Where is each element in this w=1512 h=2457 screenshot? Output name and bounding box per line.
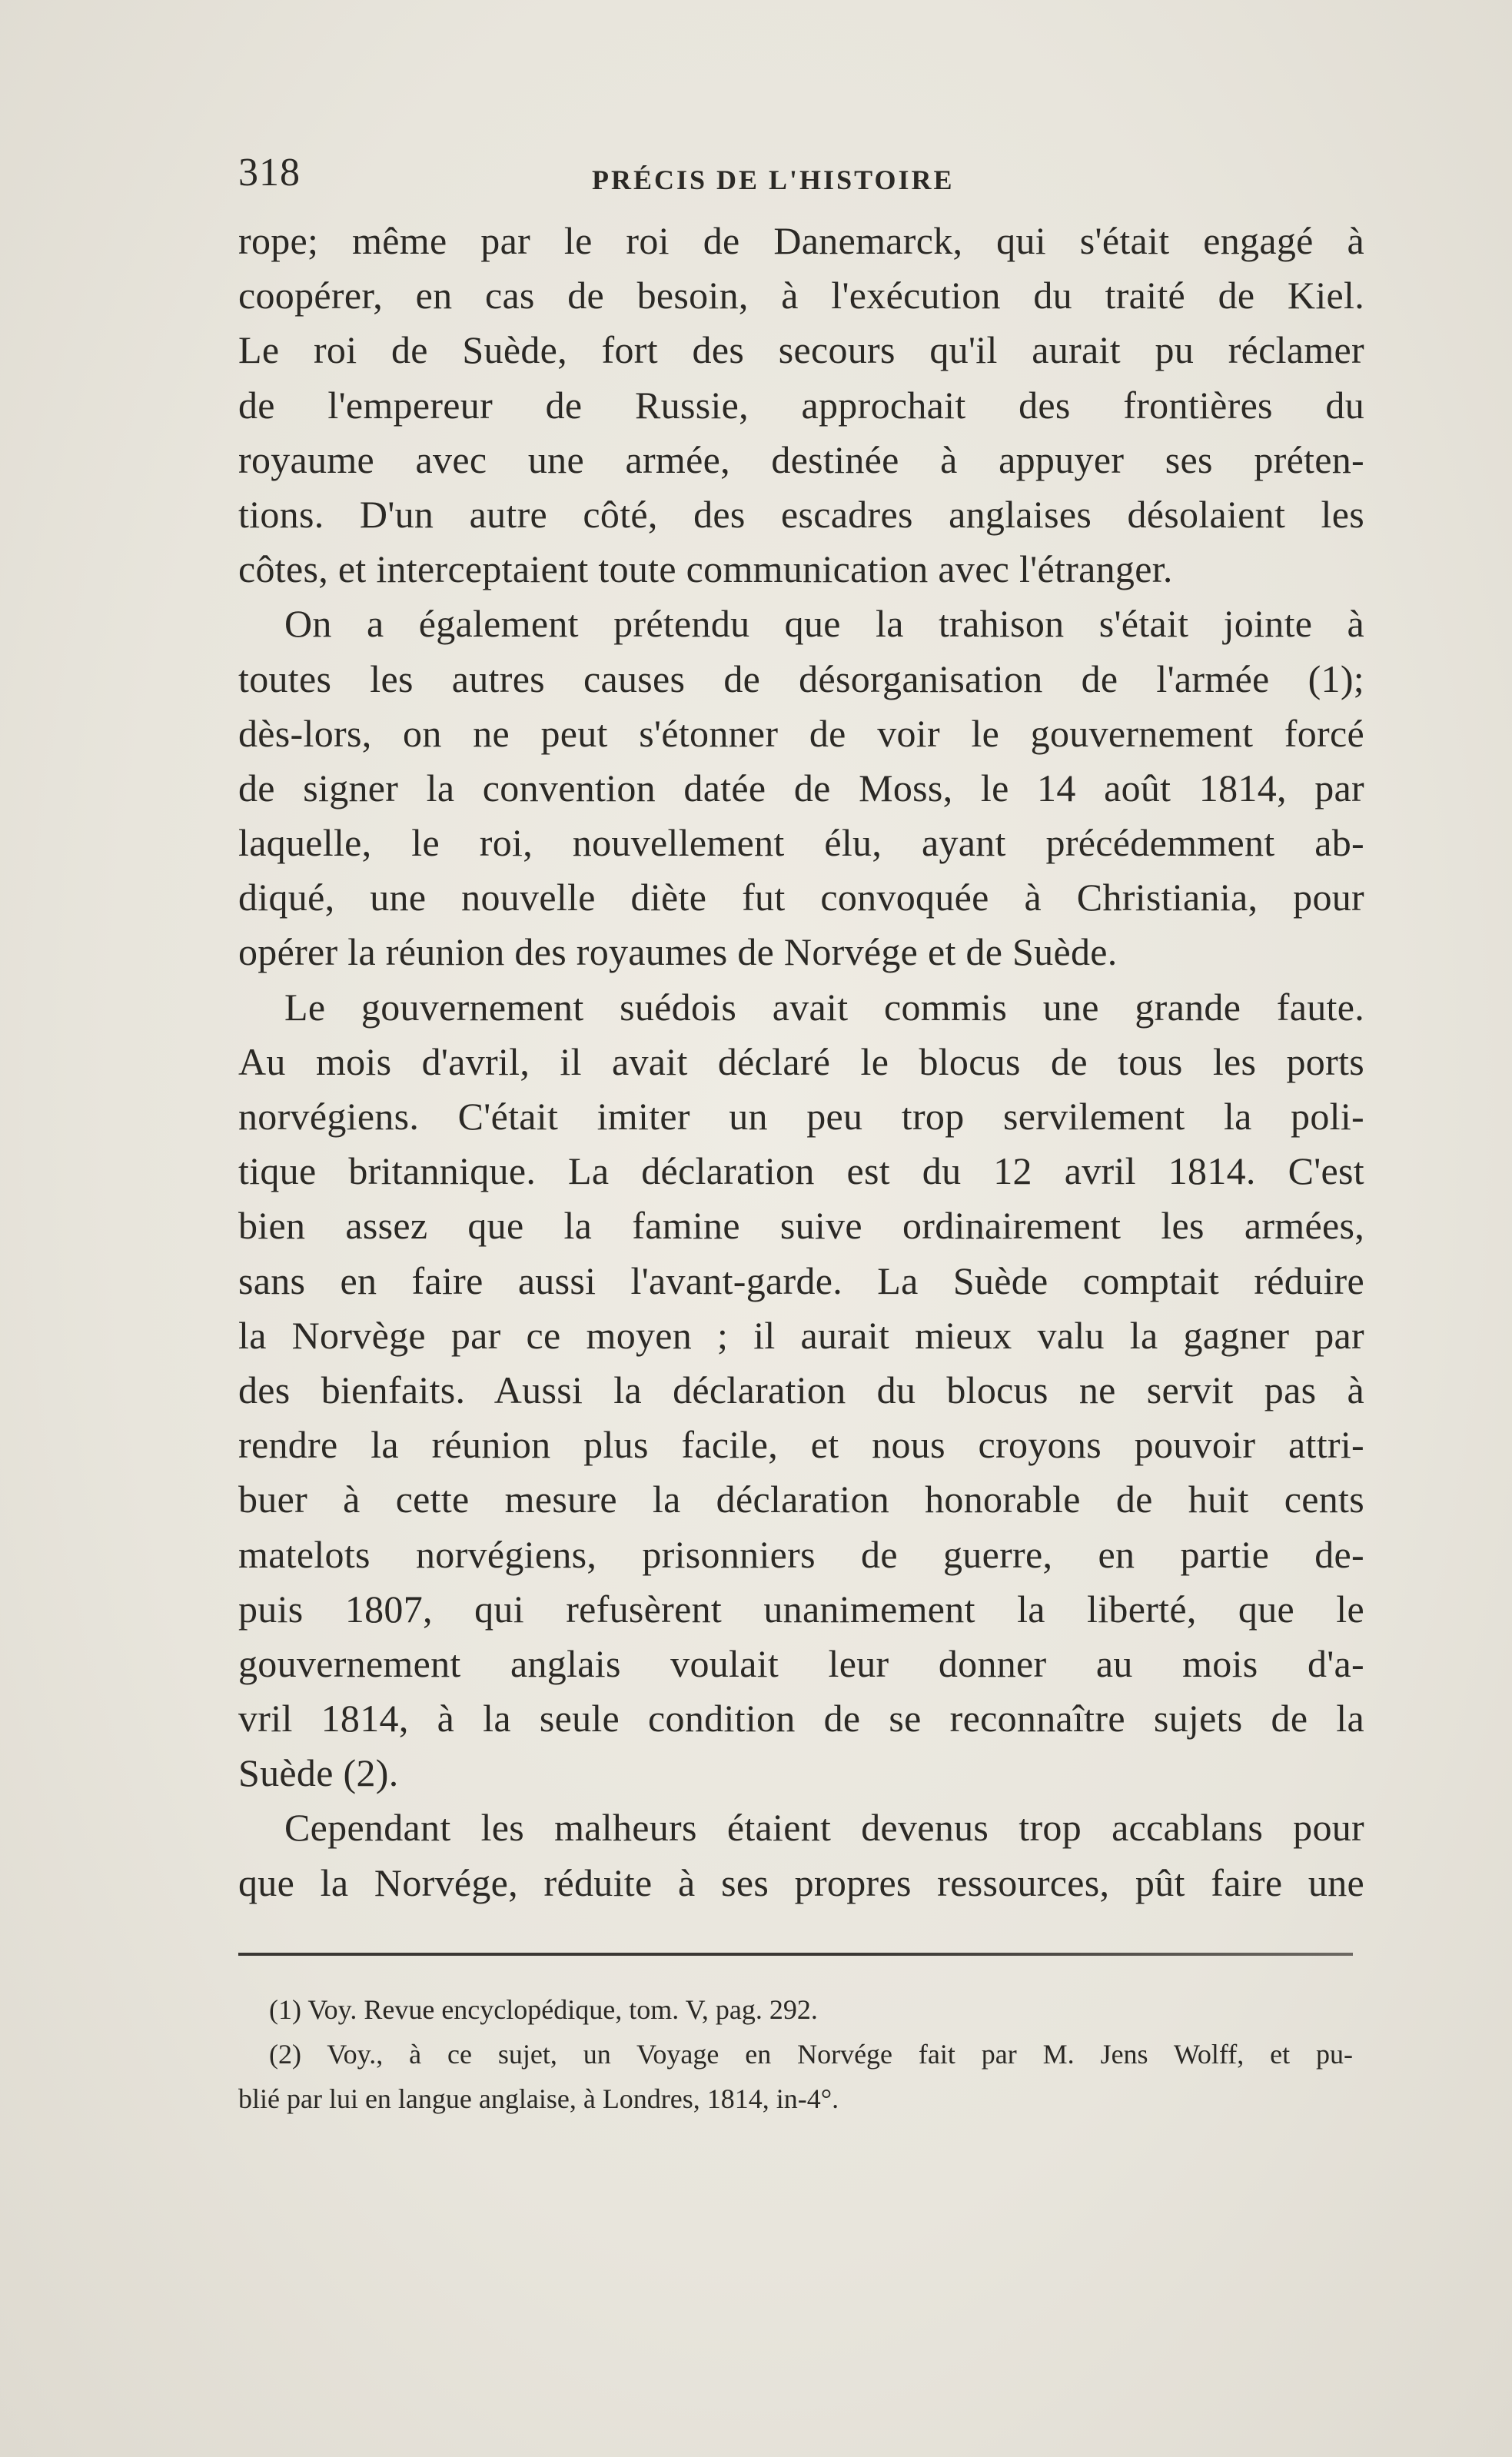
text-line: On a également prétendu que la trahison s'était jointe à — [284, 602, 1364, 646]
text-line: norvégiens. C'était imiter un peu trop servilement la poli- — [238, 1095, 1364, 1138]
text-line: opérer la réunion des royaumes de Norvége et de Suède. — [238, 930, 1118, 974]
page-number: 318 — [238, 151, 301, 194]
running-title: PRÉCIS DE L'HISTOIRE — [592, 165, 955, 195]
text-line: puis 1807, qui refusèrent unanimement la liberté, que le — [238, 1587, 1364, 1631]
text-line: des bienfaits. Aussi la déclaration du blocus ne servit pas à — [238, 1368, 1364, 1411]
text-line: tions. D'un autre côté, des escadres anglaises désolaient les — [238, 492, 1364, 536]
text-line: vril 1814, à la seule condition de se reconnaître sujets de la — [238, 1697, 1364, 1741]
footnote-separator — [238, 1953, 1353, 1956]
text-line: de l'empereur de Russie, approchait des frontières du — [238, 383, 1364, 427]
text-line: coopérer, en cas de besoin, à l'exécution du traité de Kiel. — [238, 274, 1364, 318]
body-text — [238, 214, 1364, 1910]
text-line: de signer la convention datée de Moss, le 14 août 1814, par — [238, 766, 1364, 810]
text-line: Le roi de Suède, fort des secours qu'il aurait pu réclamer — [238, 328, 1364, 372]
footnote-2: (2) Voy., à ce sujet, un Voyage en Norvége fait par M. Jens Wolff, et pu- — [269, 2039, 1353, 2070]
text-line: tique britannique. La déclaration est du 12 avril 1814. C'est — [238, 1149, 1364, 1193]
text-line: dès-lors, on ne peut s'étonner de voir le gouvernement forcé — [238, 711, 1364, 755]
text-line: Au mois d'avril, il avait déclaré le blocus de tous les ports — [238, 1039, 1364, 1083]
text-line: Cependant les malheurs étaient devenus trop accablans pour — [284, 1806, 1364, 1850]
text-line: royaume avec une armée, destinée à appuyer ses préten- — [238, 437, 1364, 481]
text-line: que la Norvége, réduite à ses propres ressources, pût faire une — [238, 1860, 1364, 1904]
text-line: matelots norvégiens, prisonniers de guerre, en partie de- — [238, 1532, 1364, 1576]
footnote-2-continuation: blié par lui en langue anglaise, à Londres, 1814, in-4°. — [238, 2083, 839, 2114]
footnote-1: (1) Voy. Revue encyclopédique, tom. V, pag. 292. — [269, 1994, 818, 2025]
text-line: rendre la réunion plus facile, et nous croyons pouvoir attri- — [238, 1423, 1364, 1467]
text-line: laquelle, le roi, nouvellement élu, ayant précédemment ab- — [238, 821, 1364, 865]
text-line: rope; même par le roi de Danemarck, qui s'était engagé à — [238, 219, 1364, 262]
text-line: la Norvège par ce moyen ; il aurait mieux valu la gagner par — [238, 1313, 1364, 1357]
text-line: gouvernement anglais voulait leur donner au mois d'a- — [238, 1641, 1364, 1685]
text-line: Suède (2). — [238, 1751, 399, 1795]
text-line: diqué, une nouvelle diète fut convoquée à Christiania, pour — [238, 876, 1364, 919]
text-line: Le gouvernement suédois avait commis une grande faute. — [284, 985, 1364, 1029]
footnotes — [238, 1987, 1353, 2121]
text-line: bien assez que la famine suive ordinairement les armées, — [238, 1204, 1364, 1248]
page-header — [238, 150, 1364, 204]
text-line: toutes les autres causes de désorganisation de l'armée (1); — [238, 657, 1364, 700]
text-line: sans en faire aussi l'avant-garde. La Suède comptait réduire — [238, 1258, 1364, 1302]
text-line: côtes, et interceptaient toute communication avec l'étranger. — [238, 547, 1173, 591]
text-line: buer à cette mesure la déclaration honorable de huit cents — [238, 1478, 1364, 1521]
